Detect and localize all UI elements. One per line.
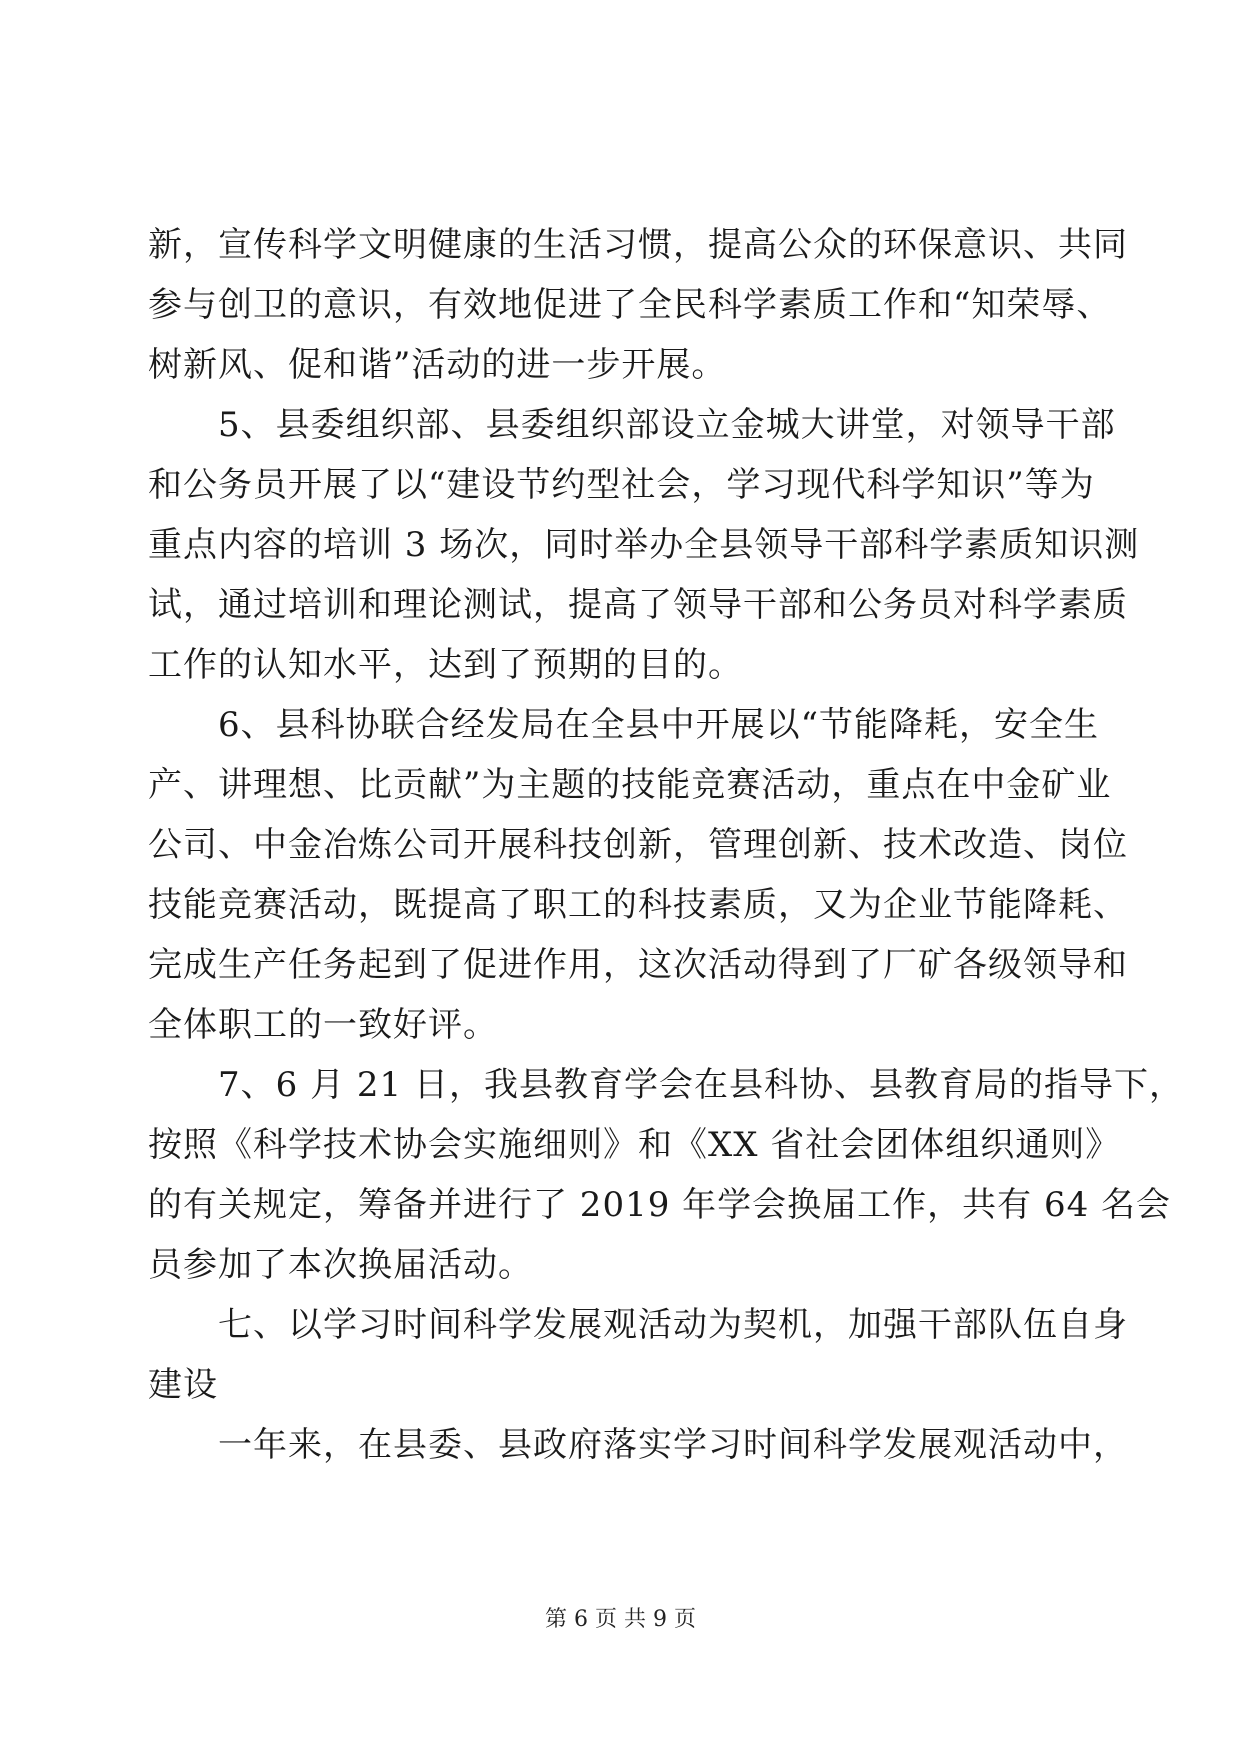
text-line-9: 6、县科协联合经发局在全县中开展以“节能降耗，安全生 [218,705,1100,745]
text-line-2: 参与创卫的意识，有效地促进了全民科学素质工作和“知荣辱、 [148,285,1112,325]
text-line-12: 技能竞赛活动，既提高了职工的科技素质，又为企业节能降耗、 [148,885,1128,925]
text-line-20: 建设 [148,1365,218,1405]
text-line-5: 和公务员开展了以“建设节约型社会，学习现代科学知识”等为 [148,465,1095,505]
text-line-17: 的有关规定，筹备并进行了 2019 年学会换届工作，共有 64 名会 [148,1185,1172,1225]
text-line-3: 树新风、促和谐”活动的进一步开展。 [148,345,727,385]
text-line-16: 按照《科学技术协会实施细则》和《XX 省社会团体组织通则》 [148,1125,1121,1165]
text-line-21: 一年来，在县委、县政府落实学习时间科学发展观活动中， [218,1425,1128,1465]
page-footer: 第 6 页 共 9 页 [545,1607,696,1632]
text-line-15: 7、6 月 21 日，我县教育学会在县科协、县教育局的指导下， [218,1065,1184,1105]
text-line-4: 5、县委组织部、县委组织部设立金城大讲堂，对领导干部 [218,405,1116,445]
text-line-10: 产、讲理想、比贡献”为主题的技能竞赛活动，重点在中金矿业 [148,765,1112,805]
text-line-13: 完成生产任务起到了促进作用，这次活动得到了厂矿各级领导和 [148,945,1128,985]
text-line-14: 全体职工的一致好评。 [148,1005,498,1045]
text-line-18: 员参加了本次换届活动。 [148,1245,533,1285]
text-line-6: 重点内容的培训 3 场次，同时举办全县领导干部科学素质知识测 [148,525,1140,565]
text-line-11: 公司、中金冶炼公司开展科技创新，管理创新、技术改造、岗位 [148,825,1128,865]
text-line-1: 新，宣传科学文明健康的生活习惯，提高公众的环保意识、共同 [148,225,1128,265]
text-line-7: 试，通过培训和理论测试，提高了领导干部和公务员对科学素质 [148,585,1128,625]
text-line-8: 工作的认知水平，达到了预期的目的。 [148,645,743,685]
text-line-19: 七、以学习时间科学发展观活动为契机，加强干部队伍自身 [218,1305,1128,1345]
